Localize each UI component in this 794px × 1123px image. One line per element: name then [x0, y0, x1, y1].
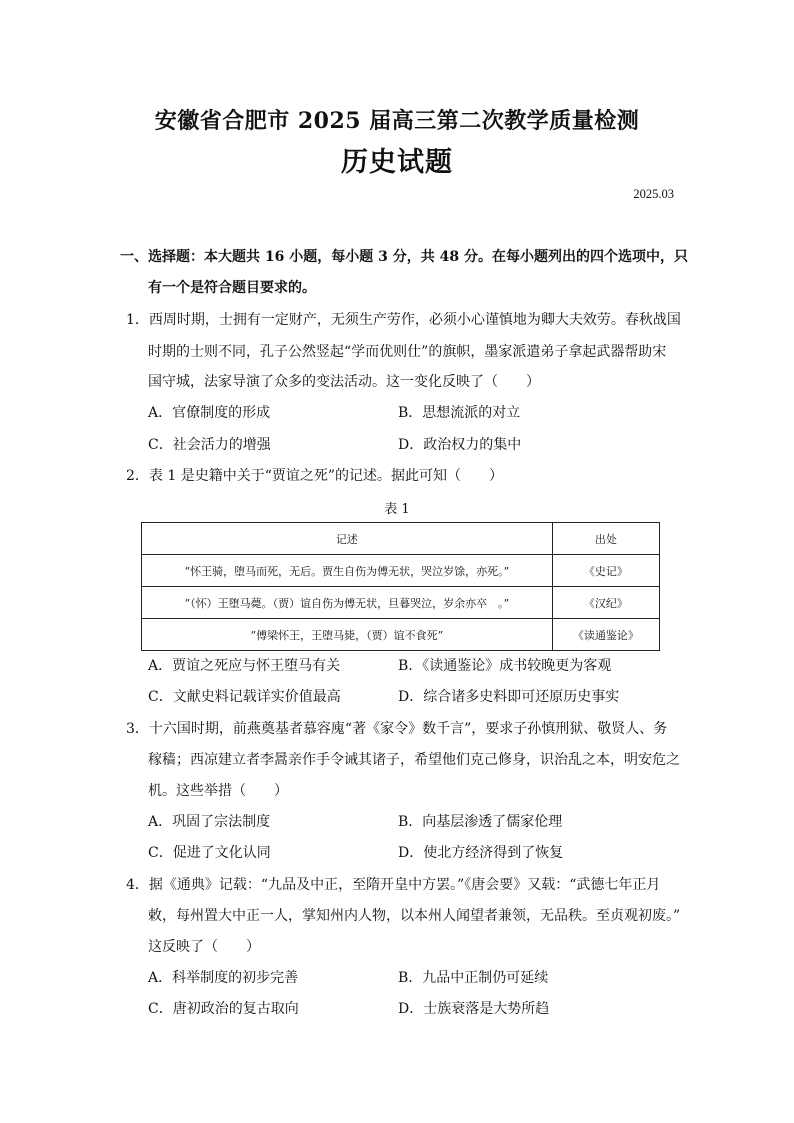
q1-option-d: D．政治权力的集中 [398, 437, 522, 453]
exam-title: 安徽省合肥市 2025 届高三第二次教学质量检测 [154, 108, 640, 134]
table-cell: 《读通鉴论》 [552, 619, 659, 651]
q3-option-b: B．向基层渗透了儒家伦理 [398, 814, 563, 830]
q3-option-d: D．使北方经济得到了恢复 [398, 845, 564, 861]
q4-stem: 敕，每州置大中正一人，掌知州内人物，以本州人闻望者兼领，无品秩。至贞观初废。” [148, 908, 681, 924]
table-cell: 《史记》 [552, 555, 659, 587]
section-heading: 一、选择题：本大题共 16 小题，每小题 3 分，共 48 分。在每小题列出的四个选项中，只 [120, 249, 688, 265]
table-header-row [142, 523, 660, 555]
table-header-cell: 记述 [142, 523, 553, 555]
q4-option-c: C．唐初政治的复古取向 [148, 1001, 299, 1017]
q1-option-c: C．社会活力的增强 [148, 437, 271, 453]
table-row [142, 555, 660, 587]
q1-stem: 时期的士则不同，孔子公然竖起“学而优则仕”的旗帜，墨家派遣弟子拿起武器帮助宋 [148, 344, 667, 360]
q2-stem: 2．表 1 是史籍中关于“贾谊之死”的记述。据此可知（ ） [126, 468, 504, 484]
table-cell: “傅梁怀王，王堕马毙，（贾）谊不食死” [142, 619, 553, 651]
q4-option-b: B．九品中正制仍可延续 [398, 970, 549, 986]
table-caption: 表 1 [384, 502, 410, 517]
q4-option-a: A．科举制度的初步完善 [148, 970, 299, 986]
exam-subject: 历史试题 [341, 147, 453, 178]
section-heading-cont: 有一个是符合题目要求的。 [148, 280, 316, 296]
q1-stem: 1．西周时期，士拥有一定财产，无须生产劳作，必须小心谨慎地为卿大夫效劳。春秋战国 [126, 312, 681, 328]
q3-option-a: A．巩固了宗法制度 [148, 814, 271, 830]
q3-option-c: C．促进了文化认同 [148, 845, 271, 861]
table-cell: “怀王骑，堕马而死，无后。贾生自伤为傅无状，哭泣岁馀，亦死。” [142, 555, 553, 587]
q2-option-b: B．《读通鉴论》成书较晚更为客观 [398, 658, 612, 674]
q2-option-d: D．综合诸多史料即可还原历史事实 [398, 689, 620, 705]
q4-option-d: D．士族衰落是大势所趋 [398, 1001, 550, 1017]
table-cell: 《汉纪》 [552, 587, 659, 619]
q4-stem: 这反映了（ ） [148, 939, 260, 955]
q1-stem: 国守城，法家导演了众多的变法活动。这一变化反映了（ ） [148, 374, 540, 390]
q1-option-b: B．思想流派的对立 [398, 405, 521, 421]
q4-stem: 4．据《通典》记载：“九品及中正，至隋开皇中方罢。”《唐会要》又载：“武德七年正月 [126, 877, 661, 893]
source-table [141, 522, 660, 651]
exam-date: 2025.03 [633, 187, 674, 201]
table-header-cell: 出处 [552, 523, 659, 555]
q3-stem: 稼穑；西凉建立者李暠亲作手令诫其诸子，希望他们克己修身，识治乱之本，明安危之 [148, 752, 680, 768]
q1-option-a: A．官僚制度的形成 [148, 405, 271, 421]
q2-option-a: A．贾谊之死应与怀王堕马有关 [148, 658, 341, 674]
table-row [142, 587, 660, 619]
table-row [142, 619, 660, 651]
q3-stem: 3．十六国时期，前燕奠基者慕容廆“著《家令》数千言”，要求子孙慎刑狱、敬贤人、务 [126, 721, 668, 737]
table-cell: “（怀）王堕马薨。（贾）谊自伤为傅无状，旦暮哭泣，岁余亦卒 。” [142, 587, 553, 619]
q2-option-c: C．文献史料记载详实价值最高 [148, 689, 341, 705]
q3-stem: 机。这些举措（ ） [148, 783, 288, 799]
